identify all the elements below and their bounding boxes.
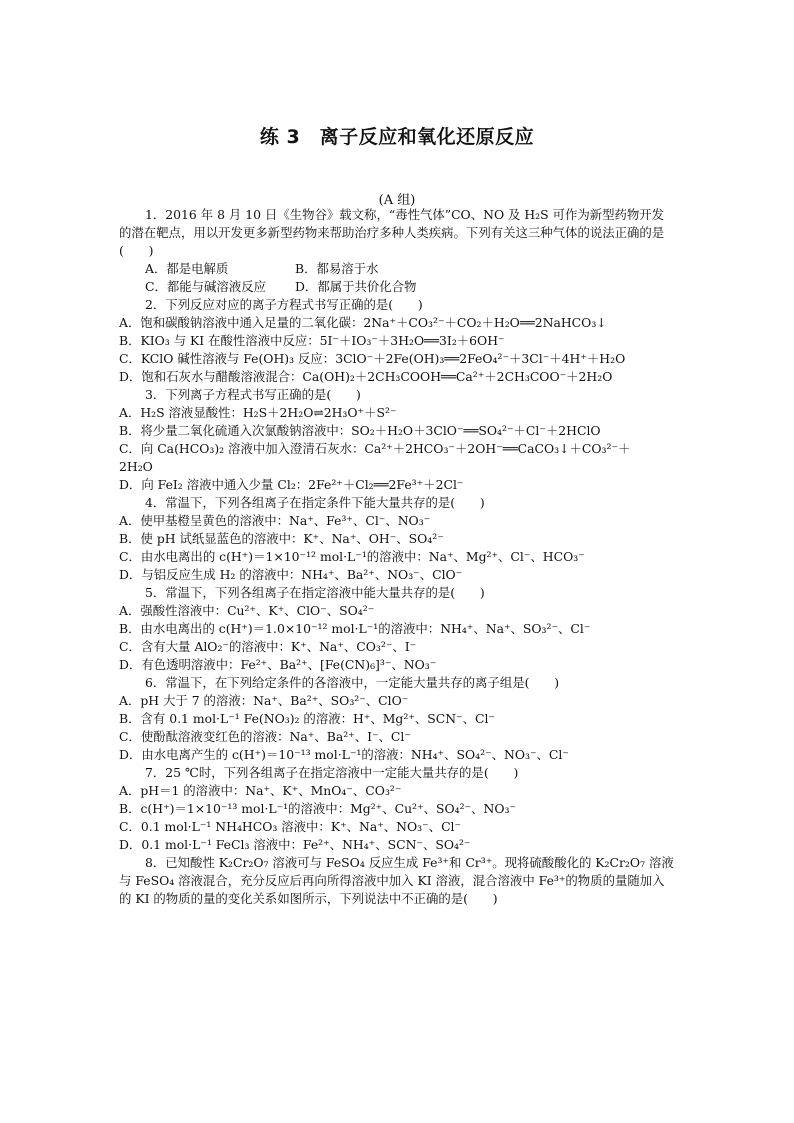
- question-stem: 4．常温下，下列各组离子在指定条件下能大量共存的是( ): [145, 495, 485, 510]
- group-label: (A 组): [378, 193, 416, 208]
- option-line: A．H₂S 溶液显酸性：H₂S＋2H₂O⇌2H₃O⁺＋S²⁻: [119, 405, 397, 420]
- option-line: D．与铝反应生成 H₂ 的溶液中：NH₄⁺、Ba²⁺、NO₃⁻、ClO⁻: [119, 567, 463, 582]
- option-line: B．KIO₃ 与 KI 在酸性溶液中反应：5I⁻＋IO₃⁻＋3H₂O══3I₂＋6OH⁻: [119, 333, 505, 348]
- option-text: A．都是电解质: [145, 261, 229, 276]
- option-line: C．由水电离出的 c(H⁺)＝1×10⁻¹² mol·L⁻¹的溶液中：Na⁺、Mg²⁺、Cl⁻、HCO₃⁻: [119, 549, 585, 564]
- option-line: B．c(H⁺)＝1×10⁻¹³ mol·L⁻¹的溶液中：Mg²⁺、Cu²⁺、SO₄²⁻、NO₃⁻: [119, 801, 516, 816]
- option-line: D．饱和石灰水与醋酸溶液混合：Ca(OH)₂＋2CH₃COOH══Ca²⁺＋2CH₃COO⁻＋2H₂O: [119, 369, 613, 384]
- question-stem: 1．2016 年 8 月 10 日《生物谷》载文称，“毒性气体”CO、NO 及 H₂S 可作为新型药物开发的潜在靶点，用以开发更多新型药物来帮助治疗多种人类疾病。下列有关这三种气体的说法正确的是( ): [119, 207, 665, 258]
- option-line: B．含有 0.1 mol·L⁻¹ Fe(NO₃)₂ 的溶液：H⁺、Mg²⁺、SCN⁻、Cl⁻: [119, 711, 495, 726]
- option-line: D．由水电离产生的 c(H⁺)＝10⁻¹³ mol·L⁻¹的溶液：NH₄⁺、SO₄²⁻、NO₃⁻、Cl⁻: [119, 747, 569, 762]
- option-line: D．0.1 mol·L⁻¹ FeCl₃ 溶液中：Fe²⁺、NH₄⁺、SCN⁻、SO₄²⁻: [119, 837, 471, 852]
- option-text: C．都能与碱溶液反应: [145, 279, 266, 294]
- continuation-line: 2H₂O: [119, 459, 153, 474]
- option-row: [119, 260, 675, 278]
- option-line: C．使酚酞溶液变红色的溶液：Na⁺、Ba²⁺、I⁻、Cl⁻: [119, 729, 411, 744]
- option-line: D．向 FeI₂ 溶液中通入少量 Cl₂：2Fe²⁺＋Cl₂══2Fe³⁺＋2Cl⁻: [119, 477, 464, 492]
- option-text: B．都易溶于水: [295, 261, 379, 276]
- option-line: A．使甲基橙呈黄色的溶液中：Na⁺、Fe³⁺、Cl⁻、NO₃⁻: [119, 513, 431, 528]
- option-line: B．使 pH 试纸显蓝色的溶液中：K⁺、Na⁺、OH⁻、SO₄²⁻: [119, 531, 444, 546]
- option-text: D．都属于共价化合物: [295, 279, 417, 294]
- option-line: C．含有大量 AlO₂⁻的溶液中：K⁺、Na⁺、CO₃²⁻、I⁻: [119, 639, 417, 654]
- question-stem: 2．下列反应对应的离子方程式书写正确的是( ): [145, 297, 423, 312]
- option-line: C．向 Ca(HCO₃)₂ 溶液中加入澄清石灰水：Ca²⁺＋2HCO₃⁻＋2OH⁻══CaCO₃↓＋CO₃²⁻＋: [119, 441, 631, 456]
- option-line: B．由水电离出的 c(H⁺)＝1.0×10⁻¹² mol·L⁻¹的溶液中：NH₄⁺、Na⁺、SO₃²⁻、Cl⁻: [119, 621, 591, 636]
- question-stem: 5．常温下，下列各组离子在指定溶液中能大量共存的是( ): [145, 585, 485, 600]
- page-title: 练 3 离子反应和氧化还原反应: [259, 126, 535, 148]
- questions-body: [119, 206, 675, 908]
- question-stem: 6．常温下，在下列给定条件的各溶液中，一定能大量共存的离子组是( ): [145, 675, 560, 690]
- option-line: C．0.1 mol·L⁻¹ NH₄HCO₃ 溶液中：K⁺、Na⁺、NO₃⁻、Cl⁻: [119, 819, 462, 834]
- question-stem: 3．下列离子方程式书写正确的是( ): [145, 387, 361, 402]
- option-line: B．将少量二氧化硫通入次氯酸钠溶液中：SO₂＋H₂O＋3ClO⁻══SO₄²⁻＋Cl⁻＋2HClO: [119, 423, 601, 438]
- question-stem: 8．已知酸性 K₂Cr₂O₇ 溶液可与 FeSO₄ 反应生成 Fe³⁺和 Cr³⁺。现将硫酸酸化的 K₂Cr₂O₇ 溶液与 FeSO₄ 溶液混合，充分反应后再向所得溶液中加入 KI 溶液，混合溶液中 Fe³⁺的物质的量随加入的 KI 的物质的量的变化关系如图所示，下列说法中不正确的是( ): [119, 855, 674, 906]
- option-line: D．有色透明溶液中：Fe²⁺、Ba²⁺、[Fe(CN)₆]³⁻、NO₃⁻: [119, 657, 437, 672]
- option-line: A．pH＝1 的溶液中：Na⁺、K⁺、MnO₄⁻、CO₃²⁻: [119, 783, 402, 798]
- option-line: A．强酸性溶液中：Cu²⁺、K⁺、ClO⁻、SO₄²⁻: [119, 603, 375, 618]
- option-line: C．KClO 碱性溶液与 Fe(OH)₃ 反应：3ClO⁻＋2Fe(OH)₃══2FeO₄²⁻＋3Cl⁻＋4H⁺＋H₂O: [119, 351, 626, 366]
- question-stem: 7．25 ℃时，下列各组离子在指定溶液中一定能大量共存的是( ): [145, 765, 519, 780]
- option-line: A．饱和碳酸钠溶液中通入足量的二氧化碳：2Na⁺＋CO₃²⁻＋CO₂＋H₂O══2NaHCO₃↓: [119, 315, 607, 330]
- option-line: A．pH 大于 7 的溶液：Na⁺、Ba²⁺、SO₃²⁻、ClO⁻: [119, 693, 409, 708]
- option-row: [119, 278, 675, 296]
